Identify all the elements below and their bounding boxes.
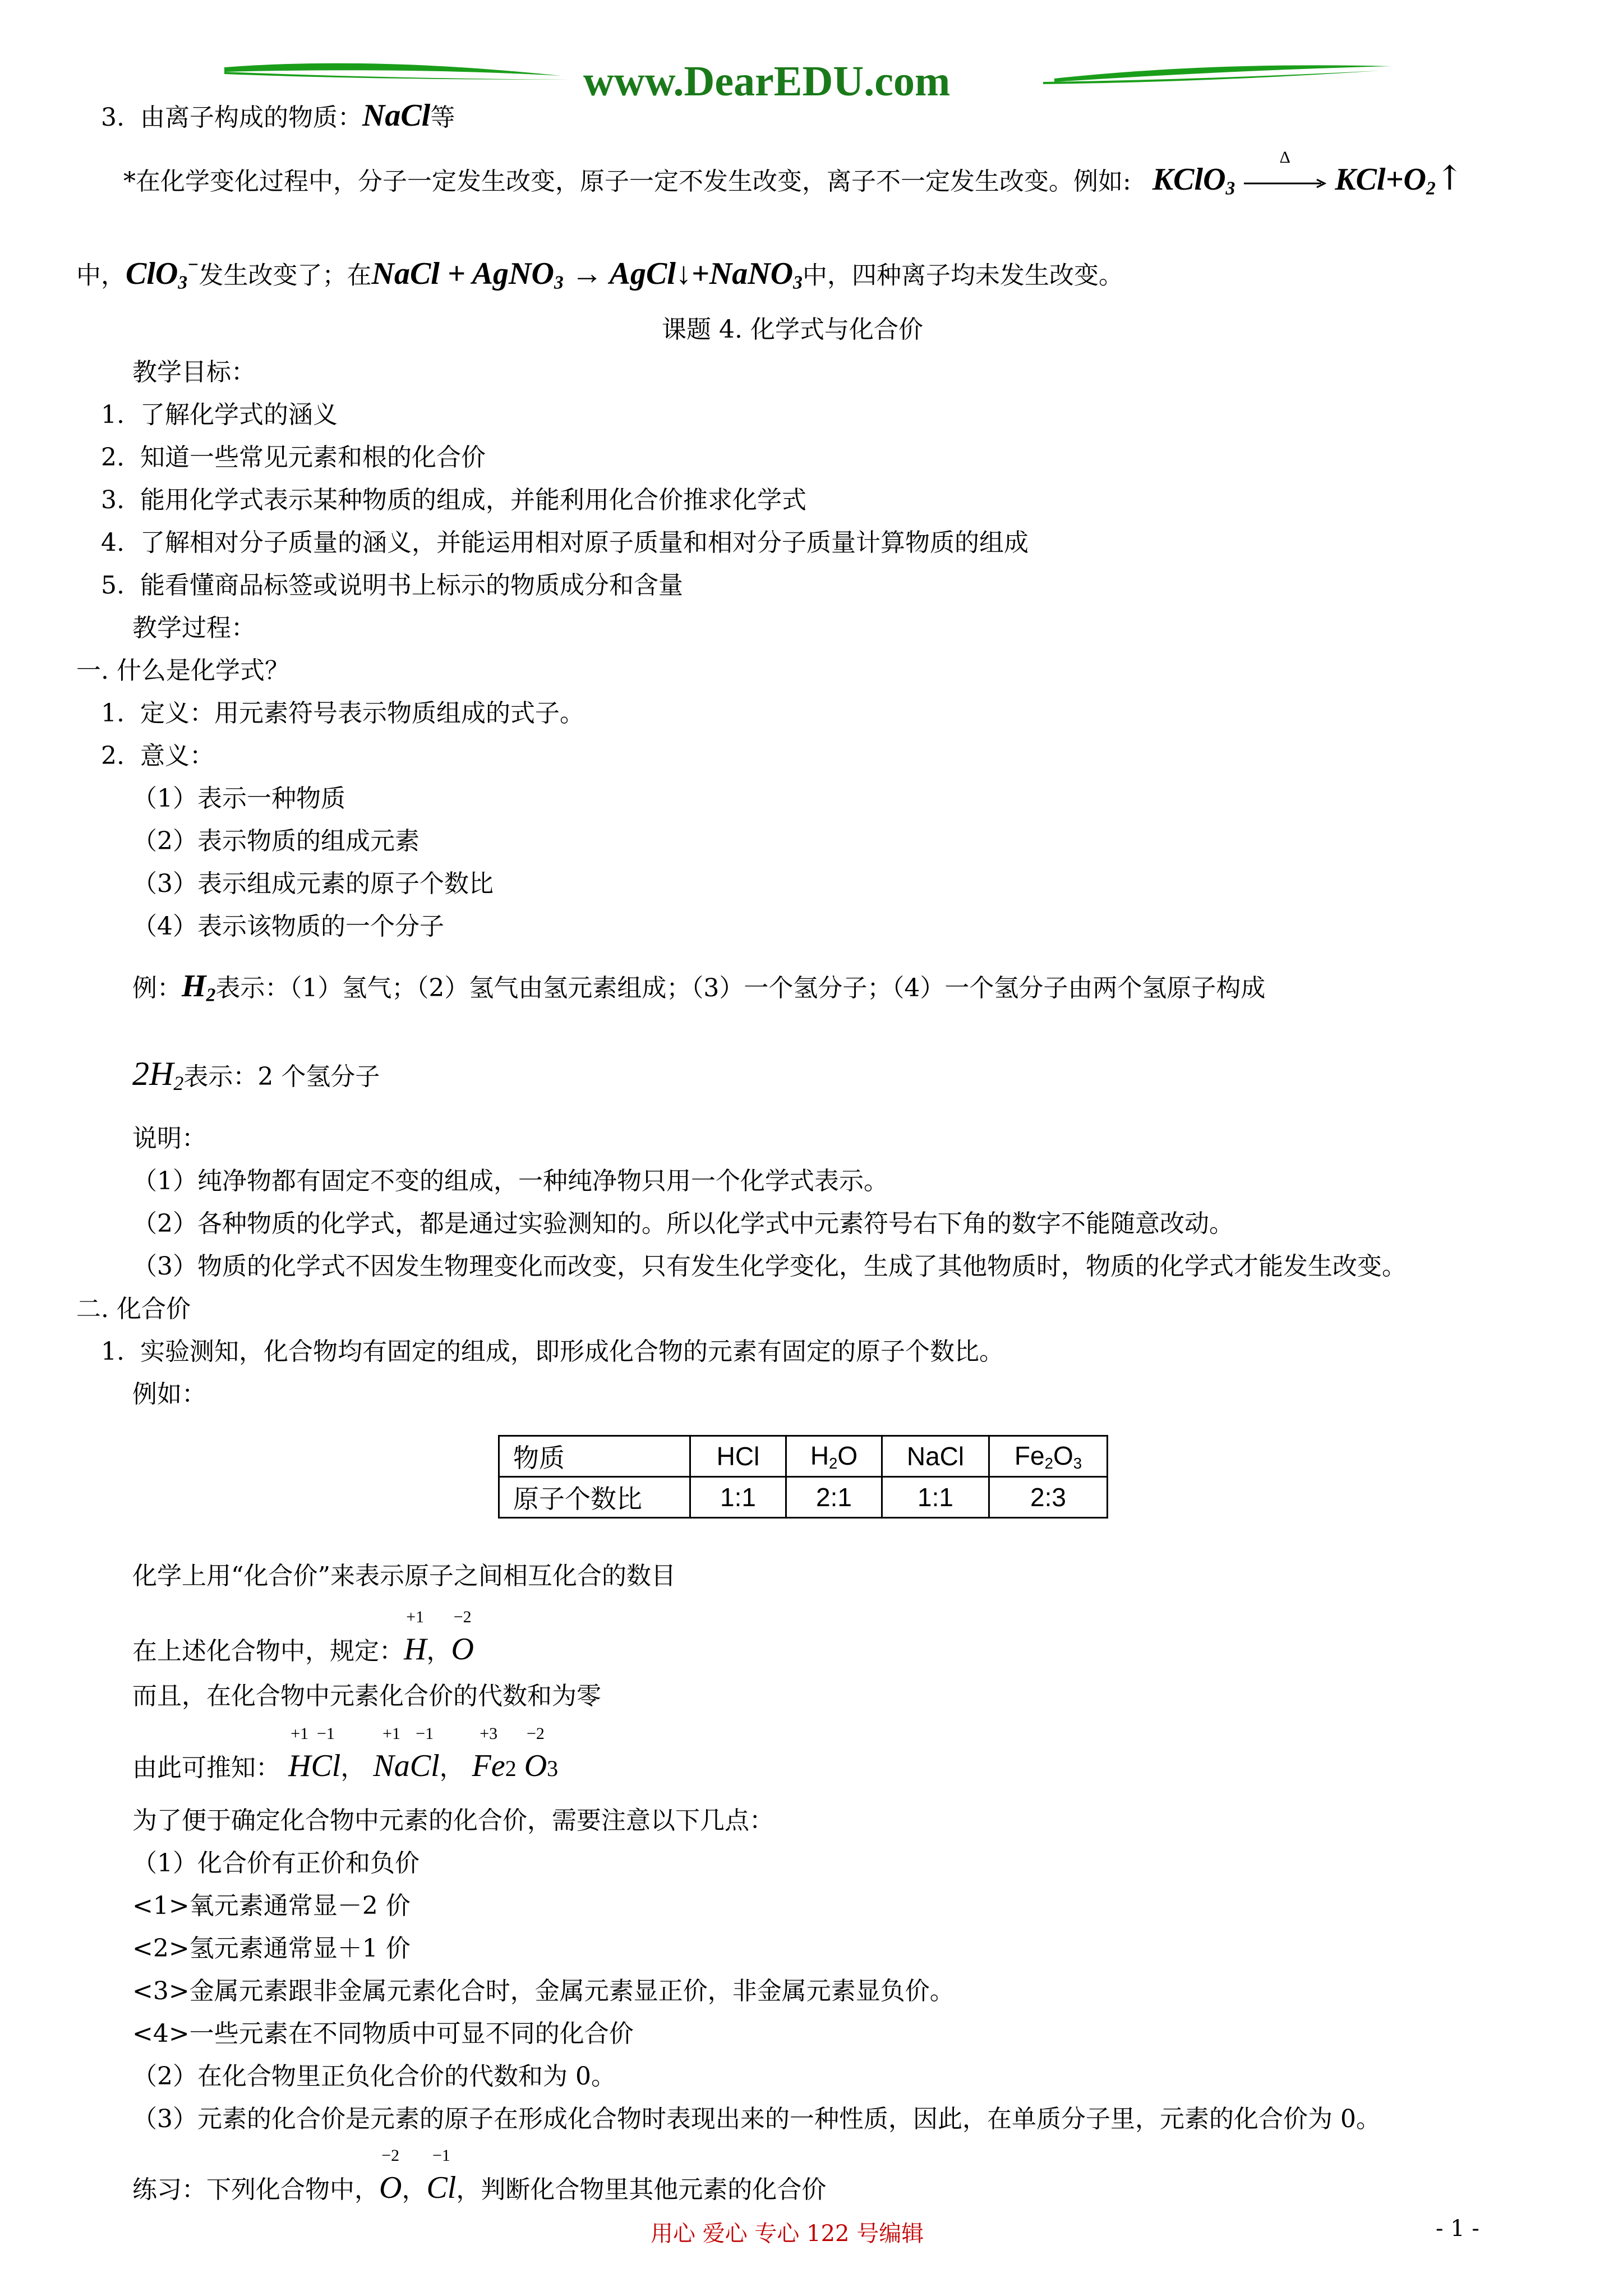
table-cell: 2:1	[786, 1477, 882, 1518]
table-row	[499, 1436, 1108, 1477]
definition-item: 1. 定义：用元素符号表示物质组成的式子。	[101, 699, 584, 728]
line-chemical-change-note: *在化学变化过程中，分子一定发生改变，原子一定不发生改变，离子不一定发生改变。例如: KClO$_3$ Δ $KCl+O_2↑$	[123, 148, 1464, 199]
meaning-subitem: （4）表示该物质的一个分子	[132, 912, 444, 941]
section-heading-formula: 一. 什么是化学式？	[76, 656, 289, 685]
meaning-subitem: （1）表示一种物质	[132, 784, 345, 813]
goals-heading: 教学目标：	[132, 358, 256, 386]
table-cell: NaCl	[882, 1436, 989, 1477]
footer-credit: 用心 爱心 专心 122 号编辑	[651, 2221, 924, 2247]
valence-intro: 化学上用“化合价”来表示原子之间相互化合的数目	[132, 1562, 676, 1590]
table-row	[499, 1477, 1108, 1518]
goal-item: 5. 能看懂商品标签或说明书上标示的物质成分和含量	[101, 571, 683, 600]
note-item: （3）物质的化学式不因发生物理变化而改变，只有发生化学变化，生成了其他物质时，物质的化学式才能发生改变。	[132, 1252, 1407, 1281]
section-heading-valence: 二. 化合价	[76, 1295, 191, 1323]
goal-item: 2. 知道一些常见元素和根的化合价	[101, 443, 486, 472]
table-cell: 物质	[499, 1436, 690, 1477]
table-cell: 1:1	[882, 1477, 989, 1518]
notes-heading: 说明：	[132, 1124, 206, 1153]
line-ion-example: 中，ClO$_3$−发生改变了；在NaCl + AgNO$_3$ → AgCl↓+NaNO$_3$中，四种离子均未发生改变。	[76, 254, 1123, 293]
valence-rule: 在上述化合物中，规定： +1 H， −2 O	[132, 1608, 474, 1667]
line-ionic-substance: 3. 由离子构成的物质：NaCl等	[101, 98, 455, 133]
valence-point-1: 1. 实验测知，化合物均有固定的组成，即形成化合物的元素有固定的原子个数比。	[101, 1337, 1004, 1366]
point-item: （2）在化合物里正负化合价的代数和为 0。	[132, 2062, 616, 2091]
point-item: <1>氧元素通常显－2 价	[132, 1892, 411, 1920]
meaning-subitem: （2）表示物质的组成元素	[132, 827, 419, 855]
table-cell: $H_2O$	[786, 1436, 882, 1477]
notice-line: 为了便于确定化合物中元素的化合价，需要注意以下几点：	[132, 1806, 774, 1835]
point-item: <2>氢元素通常显＋1 价	[132, 1934, 411, 1963]
table-cell: HCl	[690, 1436, 786, 1477]
example-2h2: $2H_2$表示：2 个氢分子	[132, 1055, 380, 1094]
goal-item: 3. 能用化学式表示某种物质的组成，并能利用化合价推求化学式	[101, 486, 806, 514]
goal-item: 1. 了解化学式的涵义	[101, 401, 338, 429]
table-cell: 1:1	[690, 1477, 786, 1518]
goal-item: 4. 了解相对分子质量的涵义，并能运用相对原子质量和相对分子质量计算物质的组成	[101, 528, 1029, 557]
table-cell: 原子个数比	[499, 1477, 690, 1518]
meaning-item: 2. 意义：	[101, 742, 214, 770]
table-cell: 2:3	[989, 1477, 1108, 1518]
valence-inference: 由此可推知： +1 H −1 Cl， +1 Na −1 Cl， +3 Fe2 −2 O3	[132, 1724, 559, 1783]
table-cell: $Fe_2O_3$	[989, 1436, 1108, 1477]
point-item: <4>一些元素在不同物质中可显不同的化合价	[132, 2019, 634, 2048]
point-item: <3>金属元素跟非金属元素化合时，金属元素显正价，非金属元素显负价。	[132, 1977, 955, 2005]
example-h2: 例：$H_2$表示：（1）氢气；（2）氢气由氢元素组成；（3）一个氢分子；（4）一个氢分子由两个氢原子构成	[132, 969, 1266, 1006]
note-item: （2）各种物质的化学式，都是通过实验测知的。所以化学式中元素符号右下角的数字不能随意改动。	[132, 1209, 1234, 1238]
example-label: 例如：	[132, 1380, 206, 1409]
page-number: - 1 -	[1436, 2216, 1479, 2242]
meaning-subitem: （3）表示组成元素的原子个数比	[132, 869, 494, 898]
practice-line: 练习：下列化合物中， −2 O， −1 Cl，判断化合物里其他元素的化合价	[132, 2146, 827, 2205]
site-name: www.DearEDU.com	[583, 58, 951, 105]
point-item: （3）元素的化合价是元素的原子在形成化合物时表现出来的一种性质，因此，在单质分子里，元素的化合价为 0。	[132, 2105, 1381, 2133]
point-item: （1）化合价有正价和负价	[132, 1849, 419, 1878]
atom-ratio-table	[498, 1435, 1108, 1519]
zero-sum-statement: 而且，在化合物中元素化合价的代数和为零	[132, 1682, 601, 1710]
process-heading: 教学过程：	[132, 614, 256, 642]
note-item: （1）纯净物都有固定不变的组成，一种纯净物只用一个化学式表示。	[132, 1167, 888, 1195]
reaction-arrow-heat: Δ	[1243, 166, 1327, 197]
lesson-title: 课题 4. 化学式与化合价	[662, 315, 923, 344]
